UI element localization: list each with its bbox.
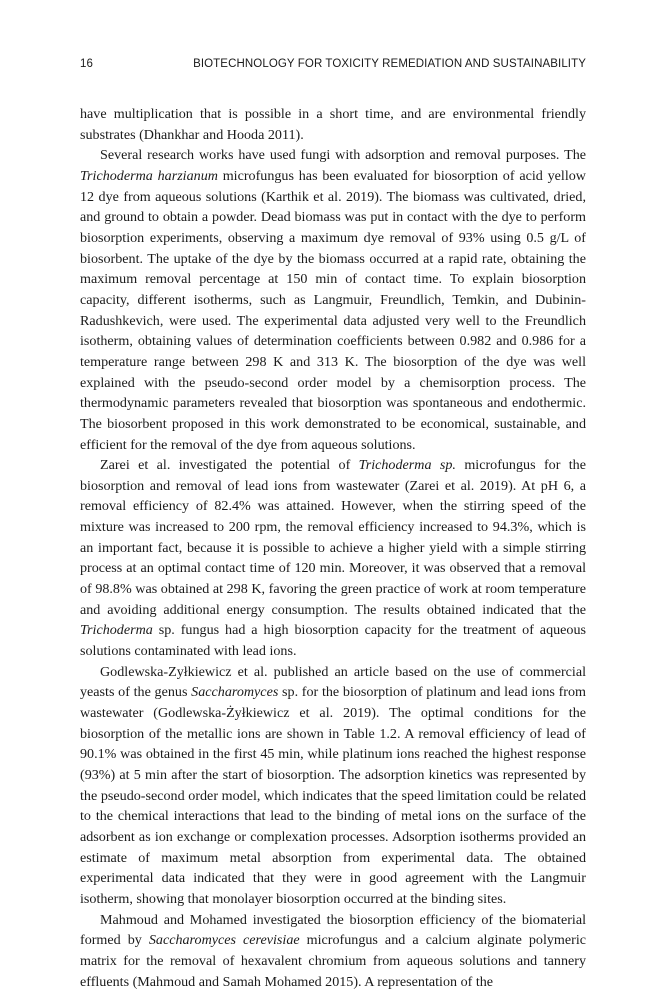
text-segment: have multiplication that is possible in a short time, and are environmental friendly substrates (Dhankhar and Hooda 2011). <box>80 106 586 143</box>
paragraph-continuation <box>80 104 586 145</box>
text-segment: Mahmoud and Mohamed investigated the biosorption efficiency of the biomaterial formed by <box>80 911 586 949</box>
body-text <box>80 104 586 992</box>
running-header <box>80 58 586 74</box>
page-number: 16 <box>80 58 93 70</box>
text-segment: Several research works have used fungi with adsorption and removal purposes. The <box>100 147 586 164</box>
text-segment: microfungus for the biosorption and removal of lead ions from wastewater (Zarei et al. 2019). At pH 6, a removal efficiency of 82.4% was attained. However, when the stirring speed of the mixture was increased to 200 rpm, the removal efficiency increased to 94.3%, which is an important fact, because it is possible to achieve a higher yield with a simple stirring process at an optimal contact time of 120 min. Moreover, it was observed that a removal of 98.8% was obtained at 298 K, favoring the green practice of work at room temperature and avoiding additional energy consumption. The results obtained indicated that the <box>80 457 586 618</box>
text-segment: sp. for the biosorption of platinum and lead ions from wastewater (Godlewska-Żyłkiewicz et al. 2019). The optimal conditions for the biosorption of the metallic ions are shown in Table 1.2. A removal efficiency of lead of 90.1% was obtained in the first 45 min, while platinum ions reached the highest response (93%) at 5 min after the start of biosorption. The adsorption kinetics was represented by the pseudo-second order model, which indicates that the speed limitation could be related to the chemical interactions that lead to the binding of metal ions on the surface of the adsorbent as ion exchange or complexation processes. Adsorption isotherms provided an estimate of maximum metal absorption from experimental data. The obtained experimental data indicated that they were in good agreement with the Langmuir isotherm, showing that monolayer biosorption occurred at the binding sites. <box>80 684 586 907</box>
text-segment: microfungus and a calcium alginate polymeric matrix for the removal of hexavalent chromium from aqueous solutions and tannery effluents (Mahmoud and Samah Mohamed 2015). A representation of the <box>80 932 587 990</box>
species-name: Saccharomyces cerevisiae <box>148 932 300 949</box>
species-name: Trichoderma <box>80 622 153 639</box>
paragraph-mahmoud <box>80 910 586 993</box>
species-name: Trichoderma sp. <box>358 457 456 474</box>
text-segment: microfungus has been evaluated for biosorption of acid yellow 12 dye from aqueous solutions (Karthik et al. 2019). The biomass was cultivated, dried, and ground to obtain a powder. Dead biomass was put in contact with the dye to perform biosorption experiments, observing a maximum dye removal of 93% using 0.5 g/L of biosorbent. The uptake of the dye by the biomass occurred at a rapid rate, obtaining the maximum removal percentage at 150 min of contact time. To explain biosorption capacity, different isotherms, such as Langmuir, Freundlich, Temkin, and Dubinin-Radushkevich, were used. The experimental data adjusted very well to the Freundlich isotherm, obtaining values of determination coefficients between 0.982 and 0.986 for a temperature range between 298 K and 313 K. The biosorption of the dye was well explained with the pseudo-second order model by a chemisorption process. The thermodynamic parameters revealed that biosorption was spontaneous and endothermic. The biosorbent proposed in this work demonstrated to be economical, sustainable, and efficient for the removal of the dye from aqueous solutions. <box>80 167 586 453</box>
text-segment: Godlewska-Zyłkiewicz et al. published an article based on the use of commercial yeasts of the genus <box>80 663 586 701</box>
text-segment: sp. fungus had a high biosorption capacity for the treatment of aqueous solutions contaminated with lead ions. <box>80 622 586 660</box>
paragraph-godlewska <box>80 662 586 910</box>
paragraph-trichoderma-harzianum <box>80 145 586 455</box>
text-segment: Zarei et al. investigated the potential of <box>100 457 359 474</box>
species-name: Saccharomyces <box>191 684 279 701</box>
species-name: Trichoderma harzianum <box>80 167 218 184</box>
paragraph-zarei <box>80 455 586 662</box>
running-title: BIOTECHNOLOGY FOR TOXICITY REMEDIATION AND SUSTAINABILITY <box>193 58 586 70</box>
